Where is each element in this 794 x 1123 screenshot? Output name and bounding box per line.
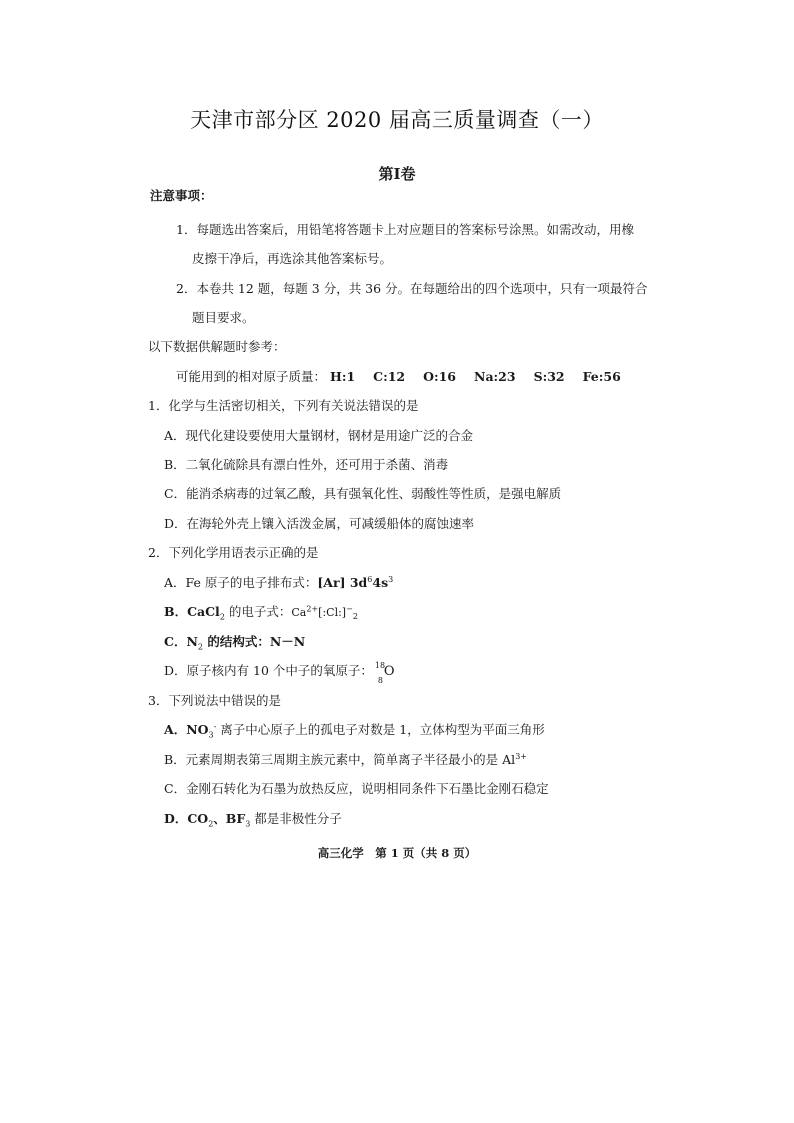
notice-heading: 注意事项： xyxy=(150,188,213,203)
question-2-option-b: B．CaCl$_2$ 的电子式：$Ca^{2+}[:Cl:]^-_2$ xyxy=(164,604,358,622)
question-3-stem: 3．下列说法中错误的是 xyxy=(148,693,281,708)
question-2-option-d: D．原子核内有 10 个中子的氧原子： 18 8 O xyxy=(164,660,395,685)
question-3-option-b: B．元素周期表第三周期主族元素中，简单离子半径最小的是 $Al^{3+}$ xyxy=(164,751,527,767)
question-3-option-c: C．金刚石转化为石墨为放热反应，说明相同条件下石墨比金刚石稳定 xyxy=(164,781,549,796)
atom-mass: O:16 xyxy=(423,369,457,384)
question-2-option-c: C．$N_2$ 的结构式：N－N xyxy=(164,634,306,652)
electron-config: [Ar] 3d xyxy=(317,575,368,590)
atom-mass: Fe:56 xyxy=(582,369,621,384)
notice-item-1-line-2: 皮擦干净后，再选涂其他答案标号。 xyxy=(192,251,393,266)
atom-mass: C:12 xyxy=(373,369,406,384)
atom-mass: Na:23 xyxy=(474,369,516,384)
volume-heading: 第Ⅰ卷 xyxy=(378,165,416,183)
notice-item-2-line-2: 题目要求。 xyxy=(192,310,255,325)
question-3-option-a: A．$NO_3^-$ 离子中心原子上的孤电子对数是 1，立体构型为平面三角形 xyxy=(164,721,545,740)
oxygen-nuclide: 18 8 O xyxy=(374,660,395,685)
atom-mass: H:1 xyxy=(330,369,356,384)
question-3-option-d: D．$CO_2$、$BF_3$ 都是非极性分子 xyxy=(164,811,342,829)
question-2-stem: 2．下列化学用语表示正确的是 xyxy=(148,545,319,560)
question-1-stem: 1．化学与生活密切相关，下列有关说法错误的是 xyxy=(148,398,419,413)
reference-heading: 以下数据供解题时参考： xyxy=(148,339,286,354)
atom-mass: S:32 xyxy=(533,369,565,384)
question-1-option-b: B．二氧化硫除具有漂白性外，还可用于杀菌、消毒 xyxy=(164,457,449,472)
exam-title: 天津市部分区 2020 届高三质量调查（一） xyxy=(190,108,604,132)
question-1-option-d: D．在海轮外壳上镶入活泼金属，可减缓船体的腐蚀速率 xyxy=(164,516,475,531)
question-1-option-a: A．现代化建设要使用大量钢材，钢材是用途广泛的合金 xyxy=(164,428,474,443)
notice-item-1-line-1: 1．每题选出答案后，用铅笔将答题卡上对应题目的答案标号涂黑。如需改动，用橡 xyxy=(176,222,634,237)
atomic-masses-prefix: 可能用到的相对原子质量： xyxy=(176,369,327,384)
notice-item-2-line-1: 2．本卷共 12 题，每题 3 分，共 36 分。在每题给出的四个选项中，只有一项最符合 xyxy=(176,281,648,296)
question-1-option-c: C．能消杀病毒的过氧乙酸，具有强氧化性、弱酸性等性质，是强电解质 xyxy=(164,486,562,501)
atomic-masses xyxy=(176,369,639,385)
page-footer: 高三化学 第 1 页（共 8 页） xyxy=(317,846,477,860)
question-2-option-a: A．Fe 原子的电子排布式：[Ar] $3d^64s^3$ xyxy=(164,574,394,590)
electron-dot-formula: $Ca^{2+}[:Cl:]^-_2$ xyxy=(291,604,358,622)
